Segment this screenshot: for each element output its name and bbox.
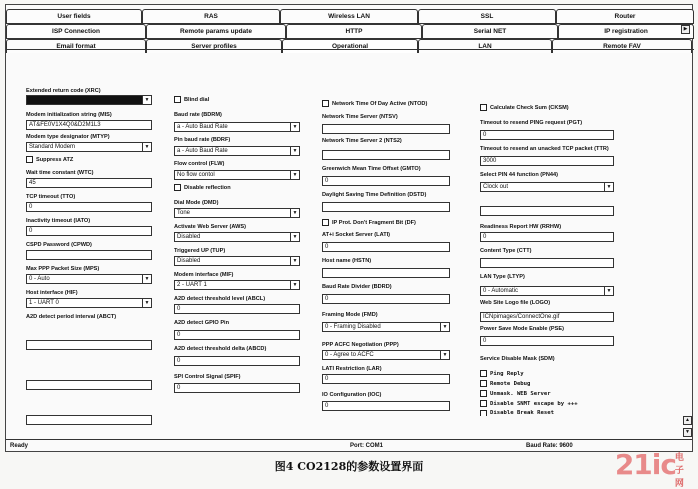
flow-label: Flow control (FLW) [174,161,225,167]
at-socket-label: AT+i Socket Server (LATI) [322,232,391,238]
scroll-down-icon[interactable]: ▼ [683,428,692,437]
checkbox-icon [480,370,487,377]
service-item-label: Unmask. WEB Server [490,390,551,397]
tab-row-2 [6,24,694,38]
framing-select[interactable] [322,322,450,332]
ntp-active-label: Network Time Of Day Active (NTOD) [332,100,428,107]
a2d-period-label: A2D detect period interval (ABCT) [26,314,117,320]
tab-isp-connection[interactable]: ISP Connection [6,24,146,38]
lati-label: LATI Restriction (LAR) [322,366,382,372]
tab-ssl[interactable]: SSL [418,9,556,23]
checkbox-icon [322,219,329,226]
lan-type-value: 0 - Automatic [483,288,519,294]
pin-baud-select[interactable] [174,146,300,156]
chevron-down-icon: ▼ [290,281,299,289]
extra-input-2[interactable] [26,415,152,425]
checkbox-icon [480,400,487,407]
host-name-label: Host name (HSTN) [322,258,372,264]
checkbox-icon [480,390,487,397]
ppp-acfc-label: PPP ACFC Negotiation (PPP) [322,342,399,348]
pin-baud-value: a - Auto Baud Rate [177,148,228,154]
tab-remote-fav[interactable]: Remote FAV [552,39,692,53]
modem-if-value: 2 - UART 1 [177,282,207,288]
ext-return-select[interactable] [26,95,152,105]
tab-remote-params-update[interactable]: Remote params update [146,24,286,38]
io-config-label: IO Configuration (IOC) [322,392,382,398]
a2d-thresh-label: A2D detect threshold level (ABCL) [174,296,266,302]
status-baud: Baud Rate: 9600 [526,443,573,449]
ppp-acfc-value: 0 - Agree to ACFC [325,352,374,358]
service-ping-reply-checkbox[interactable] [480,370,524,377]
tab-operational[interactable]: Operational [282,39,418,53]
extra-input-1[interactable] [26,380,152,390]
service-item-label: Disable Break Reset [490,410,554,416]
cspd-label: CSPD Password (CPWD) [26,242,92,248]
dial-mode-label: Dial Mode (DMD) [174,200,219,206]
gmt-input[interactable]: 0 [322,176,450,186]
tab-serial-net[interactable]: Serial NET [422,24,558,38]
tcp-timeout-input[interactable]: 0 [26,202,152,212]
at-socket-input[interactable]: 0 [322,242,450,252]
host-if-value: 1 - UART 0 [29,300,59,306]
lan-type-label: LAN Type (LTYP) [480,274,525,280]
service-disable-label: Service Disable Mask (SDM) [480,356,555,362]
checksum-checkbox[interactable] [480,104,569,111]
status-bar [6,439,692,452]
modem-type-select[interactable] [26,142,152,152]
flow-value: No flow contol [177,172,215,178]
framing-label: Framing Mode (FMD) [322,312,378,318]
host-if-label: Host interface (HIF) [26,290,78,296]
power-save-label: Power Save Mode Enable (PSE) [480,326,564,332]
modem-type-label: Modem type designator (MTYP) [26,134,110,140]
timeout-ping-input[interactable]: 0 [480,130,614,140]
suppress-atz-checkbox[interactable] [26,156,73,163]
a2d-thresh-input[interactable]: 0 [174,304,300,314]
status-ready: Ready [10,443,29,449]
modem-if-label: Modem interface (MIF) [174,272,234,278]
baud-rate-select[interactable] [174,122,300,132]
ntp-server-label: Network Time Server (NTSV) [322,114,398,120]
inactivity-label: Inactivity timeout (IATO) [26,218,91,224]
blind-dial-checkbox[interactable] [174,96,209,103]
activate-web-label: Activate Web Server (AWS) [174,224,247,230]
chevron-down-icon: ▼ [142,96,151,104]
pin44-select[interactable] [480,182,614,192]
chevron-down-icon: ▼ [604,287,613,295]
lati-input[interactable]: 0 [322,374,450,384]
checkbox-icon [480,380,487,387]
ntp-server-input[interactable] [322,124,450,134]
power-save-input[interactable]: 0 [480,336,614,346]
timeout-ping-label: Timeout to resend PING request (PGT) [480,120,583,126]
scroll-right-icon[interactable]: ▶ [681,25,690,34]
service-remote-debug-checkbox[interactable] [480,380,530,387]
dial-mode-value: Tone [177,210,191,216]
checkbox-icon [174,184,181,191]
framing-value: 0 - Framing Disabled [325,324,381,330]
checkbox-icon [174,96,181,103]
a2d-delta-input[interactable]: 0 [174,356,300,366]
inactivity-input[interactable]: 0 [26,226,152,236]
a2d-gpio-label: A2D detect GPIO Pin [174,320,230,326]
operational-panel [6,49,694,439]
tab-http[interactable]: HTTP [286,24,422,38]
a2d-gpio-input[interactable]: 0 [174,330,300,340]
service-break-reset-checkbox[interactable] [480,410,554,416]
modem-type-value: Standard Modem [29,144,76,150]
tab-wireless-lan[interactable]: Wireless LAN [280,9,418,23]
triggered-label: Triggered UP (TUP) [174,248,226,254]
wait-time-input[interactable]: 45 [26,178,152,188]
modem-init-input[interactable]: AT&FE0V1X4Q0&D2M1L3 [26,120,152,130]
baud-div-label: Baud Rate Divider (BDRD) [322,284,392,290]
tab-router[interactable]: Router [556,9,694,23]
chevron-down-icon: ▼ [440,323,449,331]
watermark-sub: 电子网 [674,453,683,489]
readiness-input[interactable]: 0 [480,232,614,242]
disable-reflection-checkbox[interactable] [174,184,231,191]
service-item-label: Remote Debug [490,380,531,387]
web-logo-input[interactable]: ICNpimages/ConnectOne.gif [480,312,614,322]
figure-caption: 图4 CO2128的参数设置界面 [274,460,424,473]
gmt-label: Greenwich Mean Time Offset (GMTO) [322,166,421,172]
chevron-down-icon: ▼ [142,299,151,307]
triggered-value: Disabled [177,258,201,264]
settings-window [5,4,693,452]
dial-mode-select[interactable] [174,208,300,218]
lan-type-select[interactable] [480,286,614,296]
max-ppp-value: 0 - Auto [29,276,50,282]
ext-return-label: Extended return code (XRC) [26,88,101,94]
modem-init-label: Modem initialization string (MIS) [26,112,112,118]
modem-if-select[interactable] [174,280,300,290]
timeout-tcp-input[interactable]: 3000 [480,156,614,166]
io-config-input[interactable]: 0 [322,401,450,411]
pin44-label: Select PIN 44 function (PN44) [480,172,559,178]
tab-ip-registration[interactable]: IP registration [558,24,694,38]
chevron-down-icon: ▼ [290,209,299,217]
content-type-input[interactable] [480,258,614,268]
a2d-delta-label: A2D detect threshold delta (ABCD) [174,346,267,352]
ntp-server2-label: Network Time Server 2 (NTS2) [322,138,402,144]
checkbox-icon [322,100,329,107]
timeout-tcp-label: Timeout to resend an unacked TCP packet (TTR) [480,146,609,152]
scroll-up-icon[interactable]: ▲ [683,416,692,425]
max-ppp-select[interactable] [26,274,152,284]
baud-rate-value: a - Auto Baud Rate [177,124,228,130]
disable-reflection-label: Disable reflection [184,184,231,191]
tcp-timeout-label: TCP timeout (TTO) [26,194,76,200]
content-type-label: Content Type (CTT) [480,248,532,254]
chevron-down-icon: ▼ [290,171,299,179]
daylight-input[interactable] [322,202,450,212]
max-ppp-label: Max PPP Packet Size (MPS) [26,266,100,272]
chevron-down-icon: ▼ [142,143,151,151]
web-logo-label: Web Site Logo file (LOGO) [480,300,551,306]
suppress-atz-label: Suppress ATZ [36,156,74,163]
readiness-label: Readiness Report HW (RRHW) [480,224,562,230]
blind-dial-label: Blind dial [184,96,210,103]
service-smtp-escape-checkbox[interactable] [480,400,578,407]
watermark-main: 21ic [614,448,676,481]
flow-select[interactable] [174,170,300,180]
baud-rate-label: Baud rate (BDRM) [174,112,222,118]
spi-label: SPI Control Signal (SPIF) [174,374,241,380]
pin44-value: Clock out [483,184,509,190]
chevron-down-icon: ▼ [290,233,299,241]
cspd-input[interactable] [26,250,152,260]
chevron-down-icon: ▼ [142,275,151,283]
checksum-label: Calculate Check Sum (CKSM) [490,104,569,111]
activate-web-value: Disabled [177,234,201,240]
chevron-down-icon: ▼ [290,257,299,265]
status-port: Port: COM1 [350,443,383,449]
host-name-input[interactable] [322,268,450,278]
checkbox-icon [480,410,487,416]
baud-div-input[interactable]: 0 [322,294,450,304]
chevron-down-icon: ▼ [290,123,299,131]
ntp-active-checkbox[interactable] [322,100,427,107]
tab-user-fields[interactable]: User fields [6,9,142,23]
chevron-down-icon: ▼ [290,147,299,155]
tab-ras[interactable]: RAS [142,9,280,23]
tab-row-1 [6,9,694,23]
service-item-label: Disable SNMT escape by +++ [490,400,578,407]
pin-baud-label: Pin baud rate (BDRF) [174,137,231,143]
service-web-server-checkbox[interactable] [480,390,551,397]
checkbox-icon [480,104,487,111]
chevron-down-icon: ▼ [604,183,613,191]
tab-lan[interactable]: LAN [418,39,552,53]
chevron-down-icon: ▼ [440,351,449,359]
wait-time-label: Wait time constant (WTC) [26,170,94,176]
activate-web-select[interactable] [174,232,300,242]
daylight-label: Daylight Saving Time Definition (DSTD) [322,192,427,198]
ntp-server2-input[interactable] [322,150,450,160]
triggered-select[interactable] [174,256,300,266]
ip-fragment-label: IP Prot. Don't Fragment Bit (DF) [332,219,416,226]
host-if-select[interactable] [26,298,152,308]
ip-fragment-checkbox[interactable] [322,219,416,226]
tab-server-profiles[interactable]: Server profiles [146,39,282,53]
service-item-label: Ping Reply [490,370,524,377]
checkbox-icon [26,156,33,163]
pin44-extra-input[interactable] [480,206,614,216]
spi-input[interactable]: 0 [174,383,300,393]
a2d-period-input[interactable] [26,340,152,350]
tab-email-format[interactable]: Email format [6,39,146,53]
ppp-acfc-select[interactable] [322,350,450,360]
